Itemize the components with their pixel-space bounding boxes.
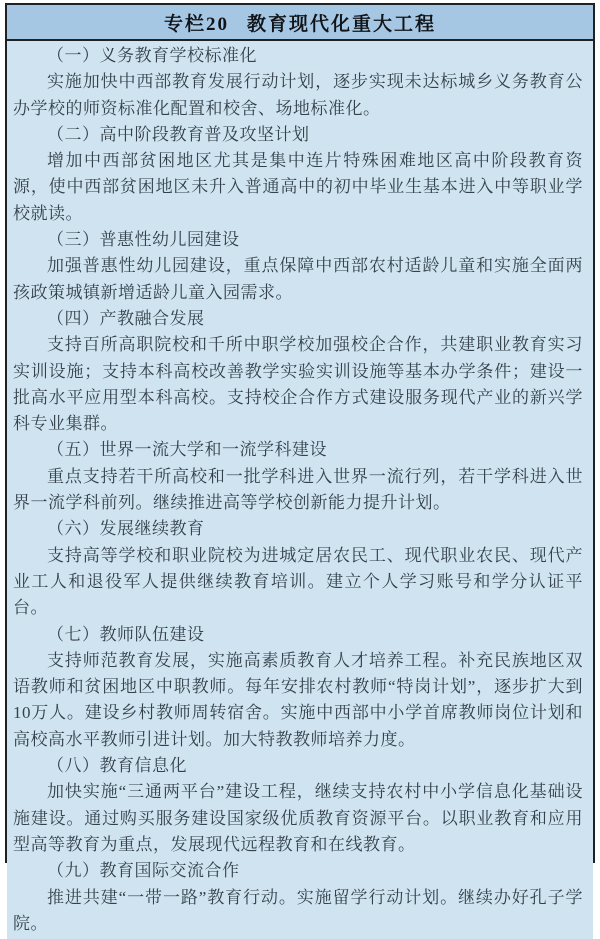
section-heading: （二）高中阶段教育普及攻坚计划 [47, 124, 310, 144]
section-paragraph: 支持高等学校和职业院校为进城定居农民工、现代职业农民、现代产业工人和退役军人提供继续教育培训。建立个人学习账号和学分认证平台。 [13, 545, 583, 618]
section [13, 306, 583, 437]
section [13, 622, 583, 753]
section-paragraph: 重点支持若干所高校和一批学科进入世界一流行列，若干学科进入世界一流学科前列。继续推进高等学校创新能力提升计划。 [13, 466, 583, 513]
section-paragraph: 支持百所高职院校和千所中职学校加强校企合作，共建职业教育实习实训设施；支持本科高校改善教学实验实训设施等基本办学条件；建设一批高水平应用型本科高校。支持校企合作方式建设服务现代产业的新兴学科专业集群。 [13, 335, 583, 434]
section-paragraph: 推进共建“一带一路”教育行动。实施留学行动计划。继续办好孔子学院。 [13, 887, 583, 933]
section-paragraph: 增加中西部贫困地区尤其是集中连片特殊困难地区高中阶段教育资源，使中西部贫困地区未升入普通高中的初中毕业生基本进入中等职业学校就读。 [13, 151, 583, 223]
section-paragraph: 支持师范教育发展，实施高素质教育人才培养工程。补充民族地区双语教师和贫困地区中职教师。每年安排农村教师“特岗计划”，逐步扩大到10万人。建设乡村教师周转宿舍。实施中西部中小学首席教师岗位计划和高校高水平教师引进计划。加大特教教师培养力度。 [13, 650, 583, 749]
section-paragraph: 加强普惠性幼儿园建设，重点保障中西部农村适龄儿童和实施全面两孩政策城镇新增适龄儿童入园需求。 [13, 256, 583, 302]
panel-column-20 [5, 3, 595, 933]
section [13, 43, 583, 122]
section-heading: （四）产教融合发展 [47, 308, 205, 328]
section-paragraph: 加快实施“三通两平台”建设工程，继续支持农村中小学信息化基础设施建设。通过购买服务建设国家级优质教育资源平台。以职业教育和应用型高等教育为重点，发展现代远程教育和在线教育。 [13, 782, 583, 854]
section-heading: （九）教育国际交流合作 [47, 861, 240, 881]
section-heading: （五）世界一流大学和一流学科建设 [47, 440, 327, 460]
section [13, 227, 583, 306]
panel-title-prefix: 专栏20 [163, 13, 229, 35]
section [13, 753, 583, 858]
section [13, 122, 583, 227]
panel-title: 教育现代化重大工程 [247, 13, 437, 35]
section [13, 437, 583, 516]
section-heading: （一）义务教育学校标准化 [47, 46, 257, 65]
section-paragraph: 实施加快中西部教育发展行动计划，逐步实现未达标城乡义务教育公办学校的师资标准化配置和校舍、场地标准化。 [13, 72, 583, 118]
section-heading: （三）普惠性幼儿园建设 [47, 230, 240, 250]
section-heading: （七）教师队伍建设 [47, 624, 205, 644]
section-heading: （六）发展继续教育 [47, 519, 205, 539]
panel-header [7, 5, 593, 41]
section [13, 516, 583, 621]
section-heading: （八）教育信息化 [47, 756, 187, 776]
panel-body [7, 41, 593, 939]
section [13, 858, 583, 937]
